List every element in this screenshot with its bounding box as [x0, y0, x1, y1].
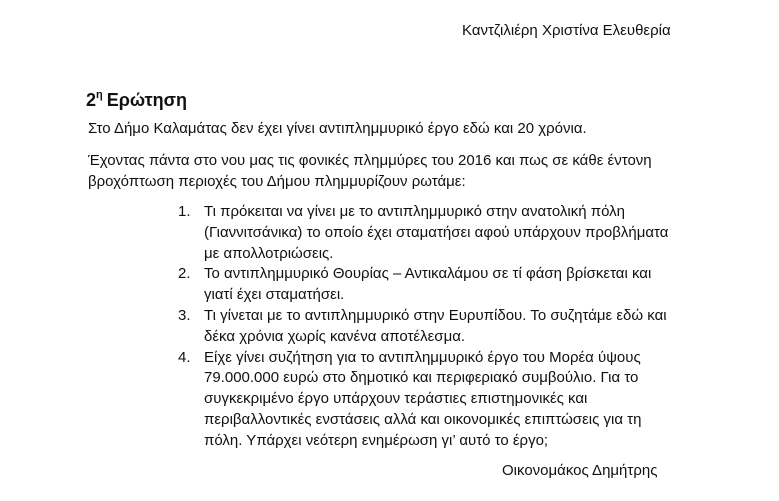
list-item-line: Είχε γίνει συζήτηση για το αντιπλημμυρικό έργο του Μορέα ύψους — [204, 348, 641, 366]
intro-paragraph — [88, 118, 728, 139]
list-item-line: Τι γίνεται με το αντιπλημμυρικό στην Ευρυπίδου. Το συζητάμε εδώ και — [204, 306, 667, 324]
list-item-number: 2. — [178, 265, 191, 283]
list-item-line: Τι πρόκειται να γίνει με το αντιπλημμυρικό στην ανατολική πόλη — [204, 203, 626, 220]
list-item-line: (Γιαννιτσάνικα) το οποίο έχει σταματήσει αφού υπάρχουν προβλήματα — [204, 223, 669, 241]
title-number: 2 — [86, 90, 97, 110]
author-name-top: Καντζιλιέρη Χριστίνα Ελευθερία — [462, 22, 671, 39]
list-item-line: συγκεκριμένο έργο υπάρχουν τεράστιες επιστημονικές και — [204, 390, 588, 408]
list-item-line: περιβαλλοντικές ενστάσεις αλλά και οικονομικές επιπτώσεις για τη — [204, 410, 642, 428]
title-superscript: η — [96, 89, 103, 101]
list-item — [178, 306, 668, 348]
list-item-line: δέκα χρόνια χωρίς κανένα αποτέλεσμα. — [204, 327, 466, 345]
questions-list — [178, 202, 668, 452]
list-item-line: με απολλοτριώσεις. — [204, 244, 334, 262]
list-item-line: 79.000.000 ευρώ στο δημοτικό και περιφεριακό συμβούλιο. Για το — [204, 369, 639, 387]
list-item-line: Το αντιπλημμυρικό Θουρίας – Αντικαλάμου σε τί φάση βρίσκεται και — [204, 265, 652, 283]
context-line: Έχοντας πάντα στο νου μας τις φονικές πλημμύρες του 2016 και πως σε κάθε έντονη — [88, 152, 652, 169]
question-title — [86, 84, 187, 112]
author-name-bottom: Οικονομάκος Δημήτρης — [502, 462, 658, 479]
list-item — [178, 264, 668, 306]
list-item-line: γιατί έχει σταματήσει. — [204, 286, 345, 304]
title-text: Ερώτηση — [106, 90, 187, 110]
list-item — [178, 348, 668, 452]
context-line: βροχόπτωση περιοχές του Δήμου πλημμυρίζουν ρωτάμε: — [88, 173, 466, 190]
list-item-line: πόλη. Υπάρχει νεότερη ενημέρωση γι’ αυτό το έργο; — [204, 431, 549, 449]
list-item-number: 3. — [178, 306, 191, 324]
list-item-number: 4. — [178, 348, 191, 366]
list-item-number: 1. — [178, 203, 191, 220]
context-paragraph — [88, 150, 728, 192]
intro-line: Στο Δήμο Καλαμάτας δεν έχει γίνει αντιπλημμυρικό έργο εδώ και 20 χρόνια. — [88, 120, 587, 137]
list-item — [178, 202, 668, 264]
